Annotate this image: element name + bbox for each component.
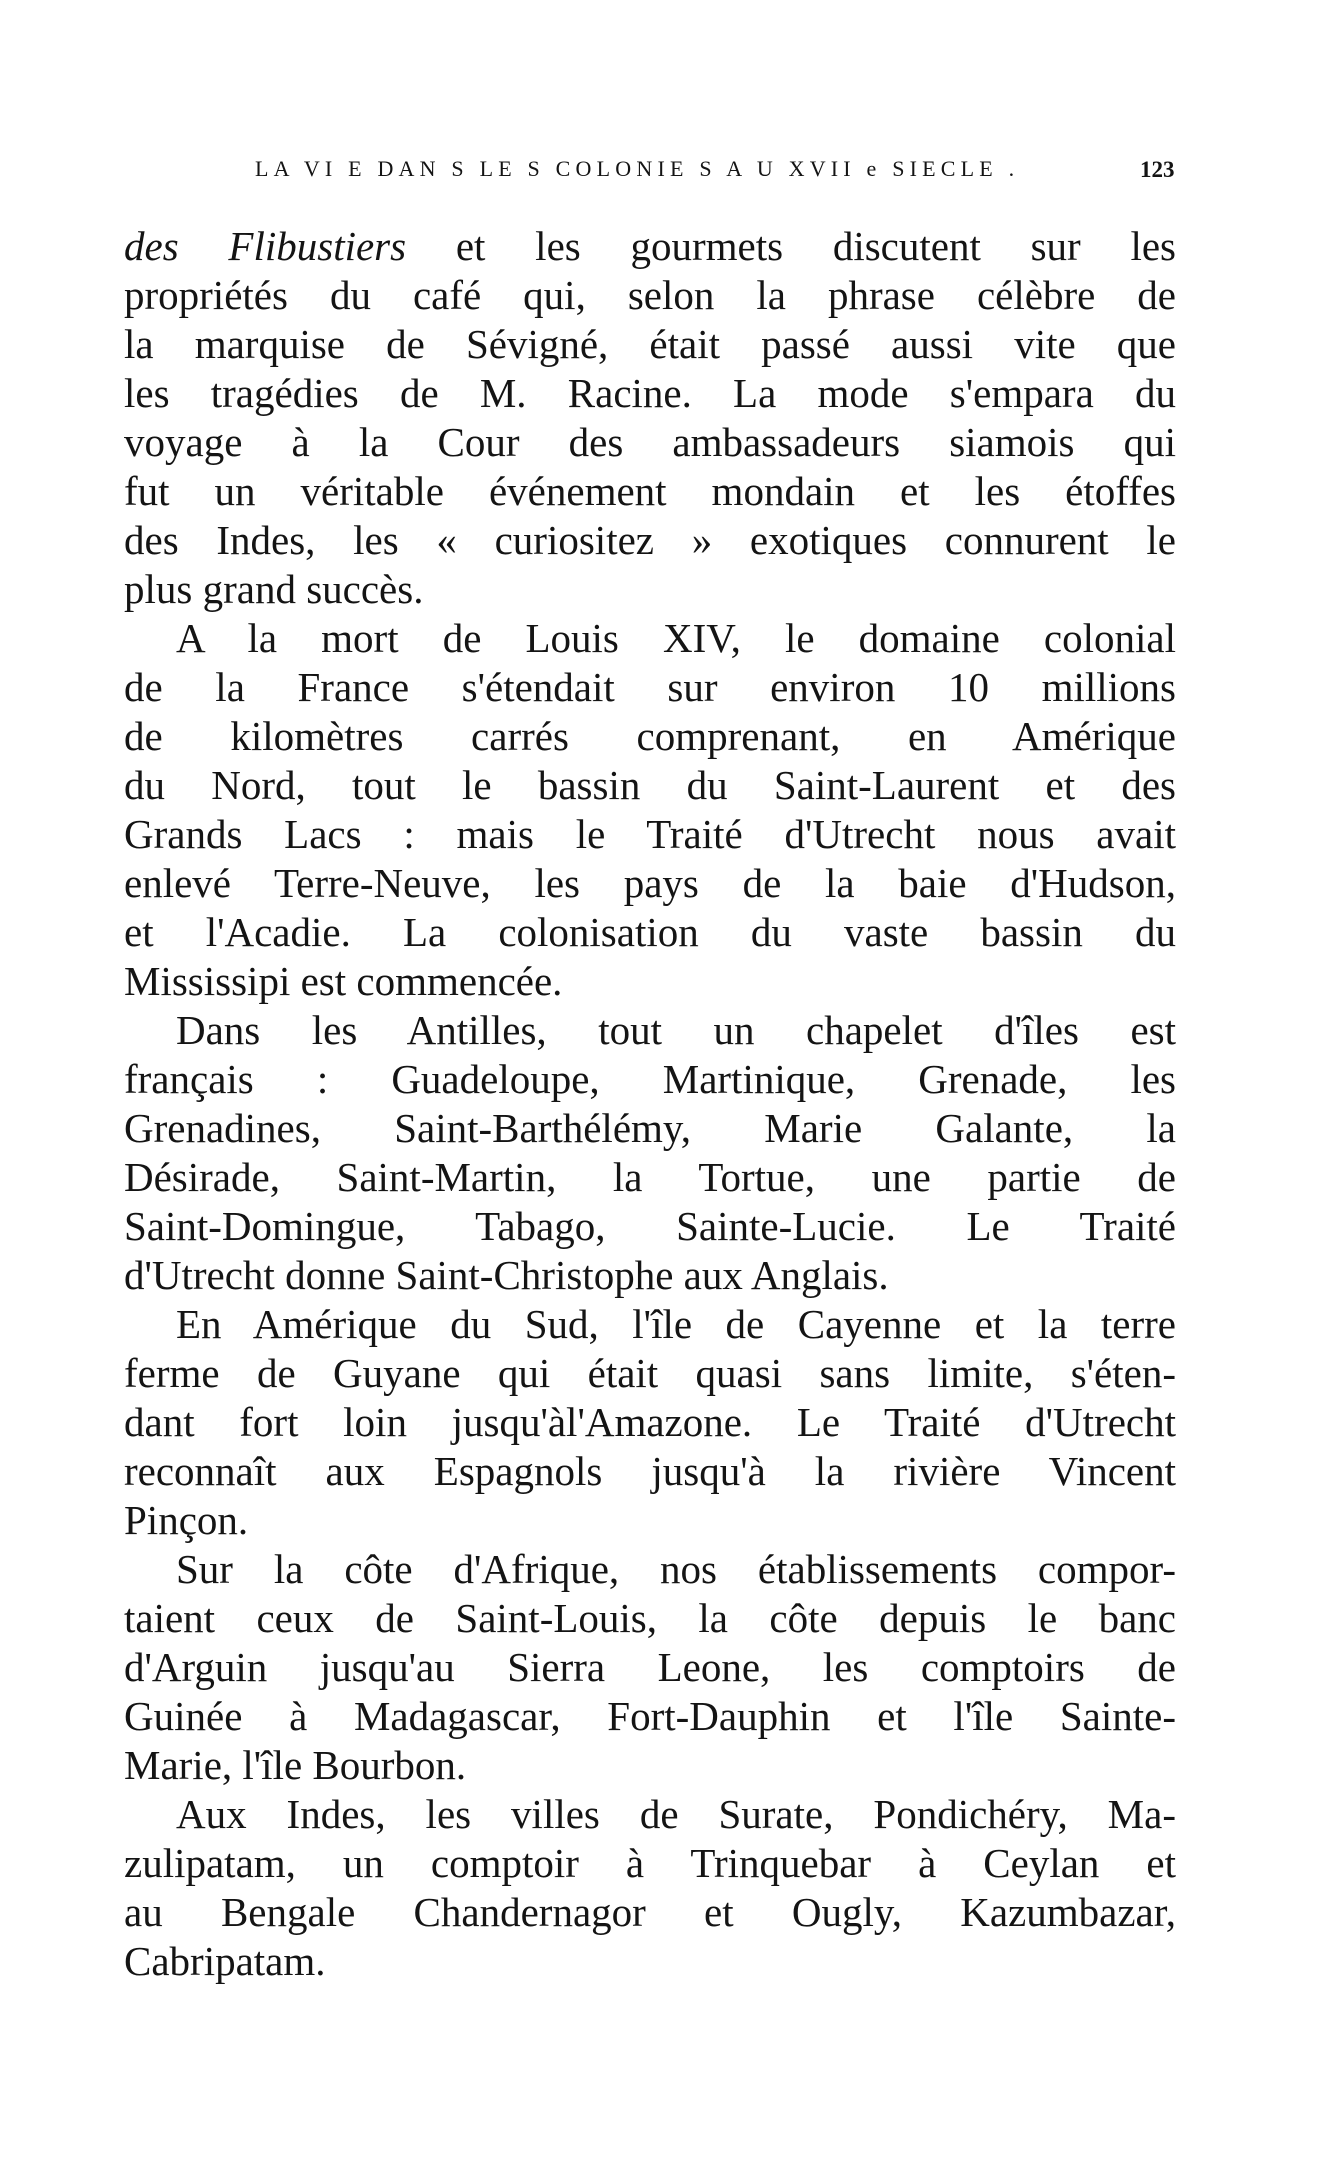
text-line: voyage à la Cour des ambassadeurs siamois qui	[124, 419, 1176, 465]
text-line: Grands Lacs : mais le Traité d'Utrecht nous avait	[124, 811, 1176, 857]
text-line: la marquise de Sévigné, était passé aussi vite que	[124, 321, 1176, 367]
paragraph	[124, 1790, 1176, 1986]
paragraph	[124, 1006, 1176, 1300]
text-line: du Nord, tout le bassin du Saint-Laurent et des	[124, 762, 1176, 808]
text-line: français : Guadeloupe, Martinique, Grenade, les	[124, 1056, 1176, 1102]
body-text	[124, 222, 1176, 1986]
text-line: A la mort de Louis XIV, le domaine colonial	[176, 615, 1176, 661]
text-line: Guinée à Madagascar, Fort-Dauphin et l'île Sainte-	[124, 1693, 1176, 1739]
text-line: En Amérique du Sud, l'île de Cayenne et la terre	[176, 1301, 1176, 1347]
text-line: les tragédies de M. Racine. La mode s'empara du	[124, 370, 1176, 416]
text-line: Marie, l'île Bourbon.	[124, 1742, 467, 1788]
text-line: Aux Indes, les villes de Surate, Pondichéry, Ma-	[176, 1791, 1176, 1837]
text-line: d'Arguin jusqu'au Sierra Leone, les comptoirs de	[124, 1644, 1176, 1690]
text-line: fut un véritable événement mondain et les étoffes	[124, 468, 1176, 514]
text-line: enlevé Terre-Neuve, les pays de la baie d'Hudson,	[124, 860, 1176, 906]
paragraph	[124, 614, 1176, 1006]
italic-title: des Flibustiers	[124, 223, 407, 269]
paragraph	[124, 1300, 1176, 1545]
text-line: Désirade, Saint-Martin, la Tortue, une partie de	[124, 1154, 1176, 1200]
paragraph	[124, 222, 1176, 614]
text-line: et l'Acadie. La colonisation du vaste bassin du	[124, 909, 1176, 955]
text-line: d'Utrecht donne Saint-Christophe aux Anglais.	[124, 1252, 889, 1298]
text-line: ferme de Guyane qui était quasi sans limite, s'éten-	[124, 1350, 1176, 1396]
text-line: Cabripatam.	[124, 1938, 326, 1984]
text-line: Dans les Antilles, tout un chapelet d'îles est	[176, 1007, 1176, 1053]
text-line: Saint-Domingue, Tabago, Sainte-Lucie. Le Traité	[124, 1203, 1176, 1249]
text-line: dant fort loin jusqu'àl'Amazone. Le Traité d'Utrecht	[124, 1399, 1176, 1445]
text-line: de la France s'étendait sur environ 10 millions	[124, 664, 1176, 710]
page-number: 123	[1140, 157, 1175, 182]
text-line: Grenadines, Saint-Barthélémy, Marie Galante, la	[124, 1105, 1176, 1151]
text-line: zulipatam, un comptoir à Trinquebar à Ceylan et	[124, 1840, 1176, 1886]
text-line: plus grand succès.	[124, 566, 424, 612]
text-line: taient ceux de Saint-Louis, la côte depuis le banc	[124, 1595, 1176, 1641]
text-line: propriétés du café qui, selon la phrase célèbre de	[124, 272, 1176, 318]
paragraph	[124, 1545, 1176, 1790]
text-line: Sur la côte d'Afrique, nos établissements compor-	[176, 1546, 1176, 1592]
text-line: au Bengale Chandernagor et Ougly, Kazumbazar,	[124, 1889, 1176, 1935]
text-line: Pinçon.	[124, 1497, 249, 1543]
text-line	[124, 222, 1176, 271]
running-title: LA VI E DAN S LE S COLONIE S A U XVII e SIECLE .	[255, 156, 1020, 181]
line-text: et les gourmets discutent sur les	[406, 223, 1177, 269]
text-line: des Indes, les « curiositez » exotiques connurent le	[124, 517, 1176, 563]
text-line: de kilomètres carrés comprenant, en Amérique	[124, 713, 1176, 759]
text-line: Mississipi est commencée.	[124, 958, 563, 1004]
text-line: reconnaît aux Espagnols jusqu'à la rivière Vincent	[124, 1448, 1176, 1494]
